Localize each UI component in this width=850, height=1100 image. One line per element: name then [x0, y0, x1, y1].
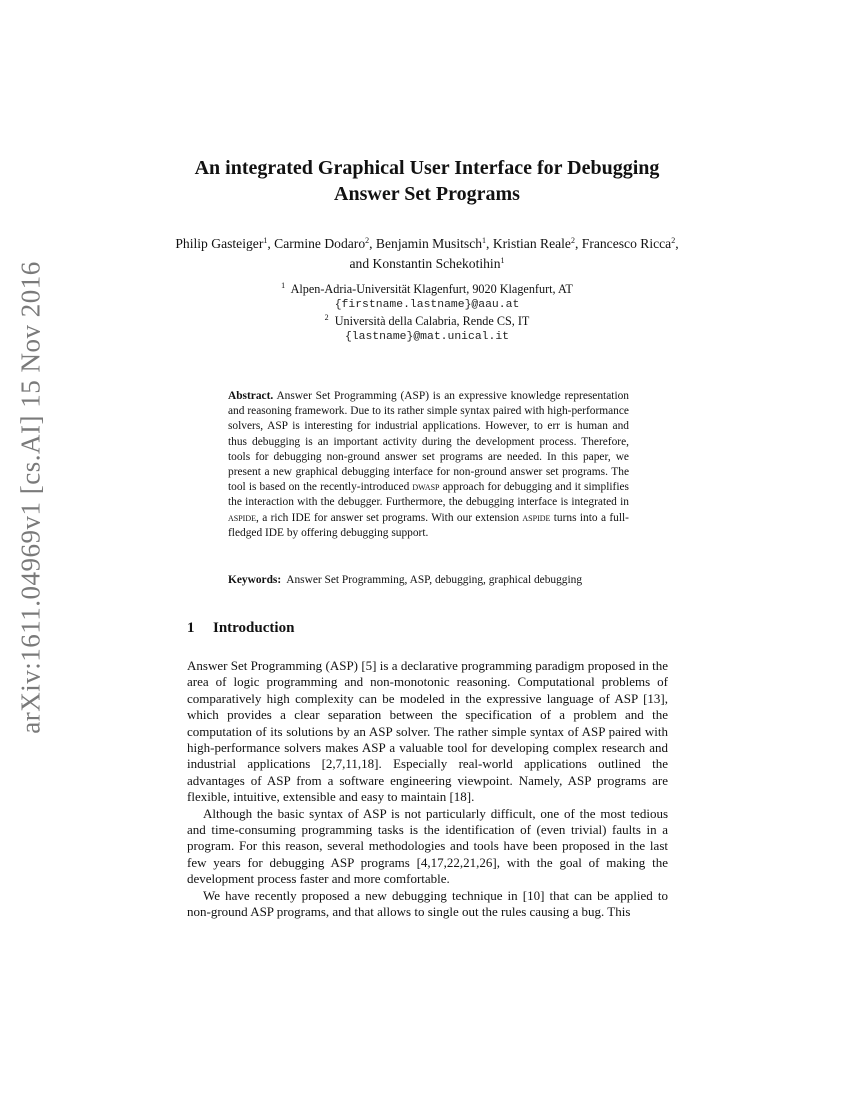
paragraph: Answer Set Programming (ASP) [5] is a declarative programming paradigm proposed in the area of logic programming and non-monotonic reasoning. Computational problems of comparatively high complexity can be modeled in the expressive language of ASP [13], which provides a clear separation between the specification of a problem and the computation of its solutions by an ASP solver. The rather simple syntax of ASP paired with high-performance solvers makes ASP a valuable tool for developing complex research and industrial applications [2,7,11,18]. Especially real-world applications outlined the advantages of ASP from a software engineering viewpoint. Namely, ASP programs are flexible, intuitive, extensible and easy to maintain [18]. — [187, 658, 668, 805]
affiliation-marker: 2 — [570, 236, 575, 245]
aspide-name: aspide — [522, 511, 551, 524]
author-name: Francesco Ricca — [581, 236, 672, 251]
keywords-label: Keywords: — [228, 574, 282, 586]
affiliation-email: {lastname}@mat.unical.it — [344, 331, 510, 343]
paper-title — [150, 155, 704, 207]
affiliations — [150, 281, 704, 345]
title-line-2: Answer Set Programs — [334, 183, 520, 205]
arxiv-identifier-sidebar — [8, 261, 54, 734]
abstract-text: approach for debugging and it simplifies the interaction with the debugger. Furthermore, the debugging interface is integrated in — [228, 481, 629, 509]
abstract-text: turns into a full-fledged IDE by offering debugging support. — [228, 511, 629, 539]
affiliation-marker: 1 — [482, 236, 487, 245]
affiliation-name: Alpen-Adria-Universität Klagenfurt, 9020 Klagenfurt, AT — [290, 282, 573, 296]
abstract-text: , a rich IDE for answer set programs. With our extension — [256, 511, 520, 524]
abstract-text: Answer Set Programming (ASP) is an expressive knowledge representation and reasoning framework. Due to its rather simple syntax paired with high-performance solvers, ASP is interesting for industrial applications. However, to err is human and thus debugging is an important activity during the development process. Therefore, tools for debugging non-ground answer set programs are needed. In this paper, we present a new graphical debugging interface for non-ground answer set programs. The tool is based on the recently-introduced — [228, 390, 629, 494]
abstract — [228, 389, 629, 541]
affiliation-marker: 1 — [500, 256, 505, 265]
aspide-name: aspide — [228, 511, 257, 524]
arxiv-identifier: arXiv:1611.04969v1 [cs.AI] 15 Nov 2016 — [15, 261, 46, 734]
affiliation-marker: 2 — [671, 236, 676, 245]
section-title: Introduction — [213, 620, 295, 636]
affiliation-marker: 2 — [365, 236, 370, 245]
author-name: Kristian Reale — [492, 236, 571, 251]
abstract-label: Abstract. — [228, 390, 274, 402]
affiliation-email: {firstname.lastname}@aau.at — [334, 299, 520, 311]
author-list: Philip Gasteiger$^1$, Carmine Dodaro$^2$, Benjamin Musitsch$^1$, Kristian Reale$^2$, Francesco Ricca$^2$, and Konstantin Schekotihin$^1$ — [175, 236, 679, 271]
section-heading — [187, 620, 294, 637]
author-name: Philip Gasteiger — [175, 236, 264, 251]
author-name: and Konstantin Schekotihin — [349, 256, 501, 271]
paragraph: We have recently proposed a new debugging technique in [10] that can be applied to non-ground ASP programs, and that allows to single out the rules causing a bug. This — [187, 887, 668, 920]
author-name: Carmine Dodaro — [274, 236, 366, 251]
affiliation-number: 1 — [281, 281, 286, 290]
author-name: Benjamin Musitsch — [375, 236, 483, 251]
title-line-1: An integrated Graphical User Interface for Debugging — [194, 157, 660, 179]
section-body — [187, 658, 668, 921]
affiliation-number: 2 — [324, 313, 329, 322]
affiliation-1 — [150, 281, 704, 297]
affiliation-name: Università della Calabria, Rende CS, IT — [334, 314, 530, 328]
section-number: 1 — [187, 620, 195, 636]
keywords — [228, 573, 629, 588]
keywords-text: Answer Set Programming, ASP, debugging, graphical debugging — [286, 574, 583, 586]
paragraph: Although the basic syntax of ASP is not particularly difficult, one of the most tedious and time-consuming programming tasks is the identification of (even trivial) faults in a program. For this reason, several methodologies and tools have been proposed in the last few years for debugging ASP programs [4,17,22,21,26], with the goal of making the development process faster and more comfortable. — [187, 805, 668, 887]
affiliation-2 — [150, 313, 704, 329]
affiliation-marker: 1 — [263, 236, 268, 245]
dwasp-name: dwasp — [412, 481, 440, 494]
